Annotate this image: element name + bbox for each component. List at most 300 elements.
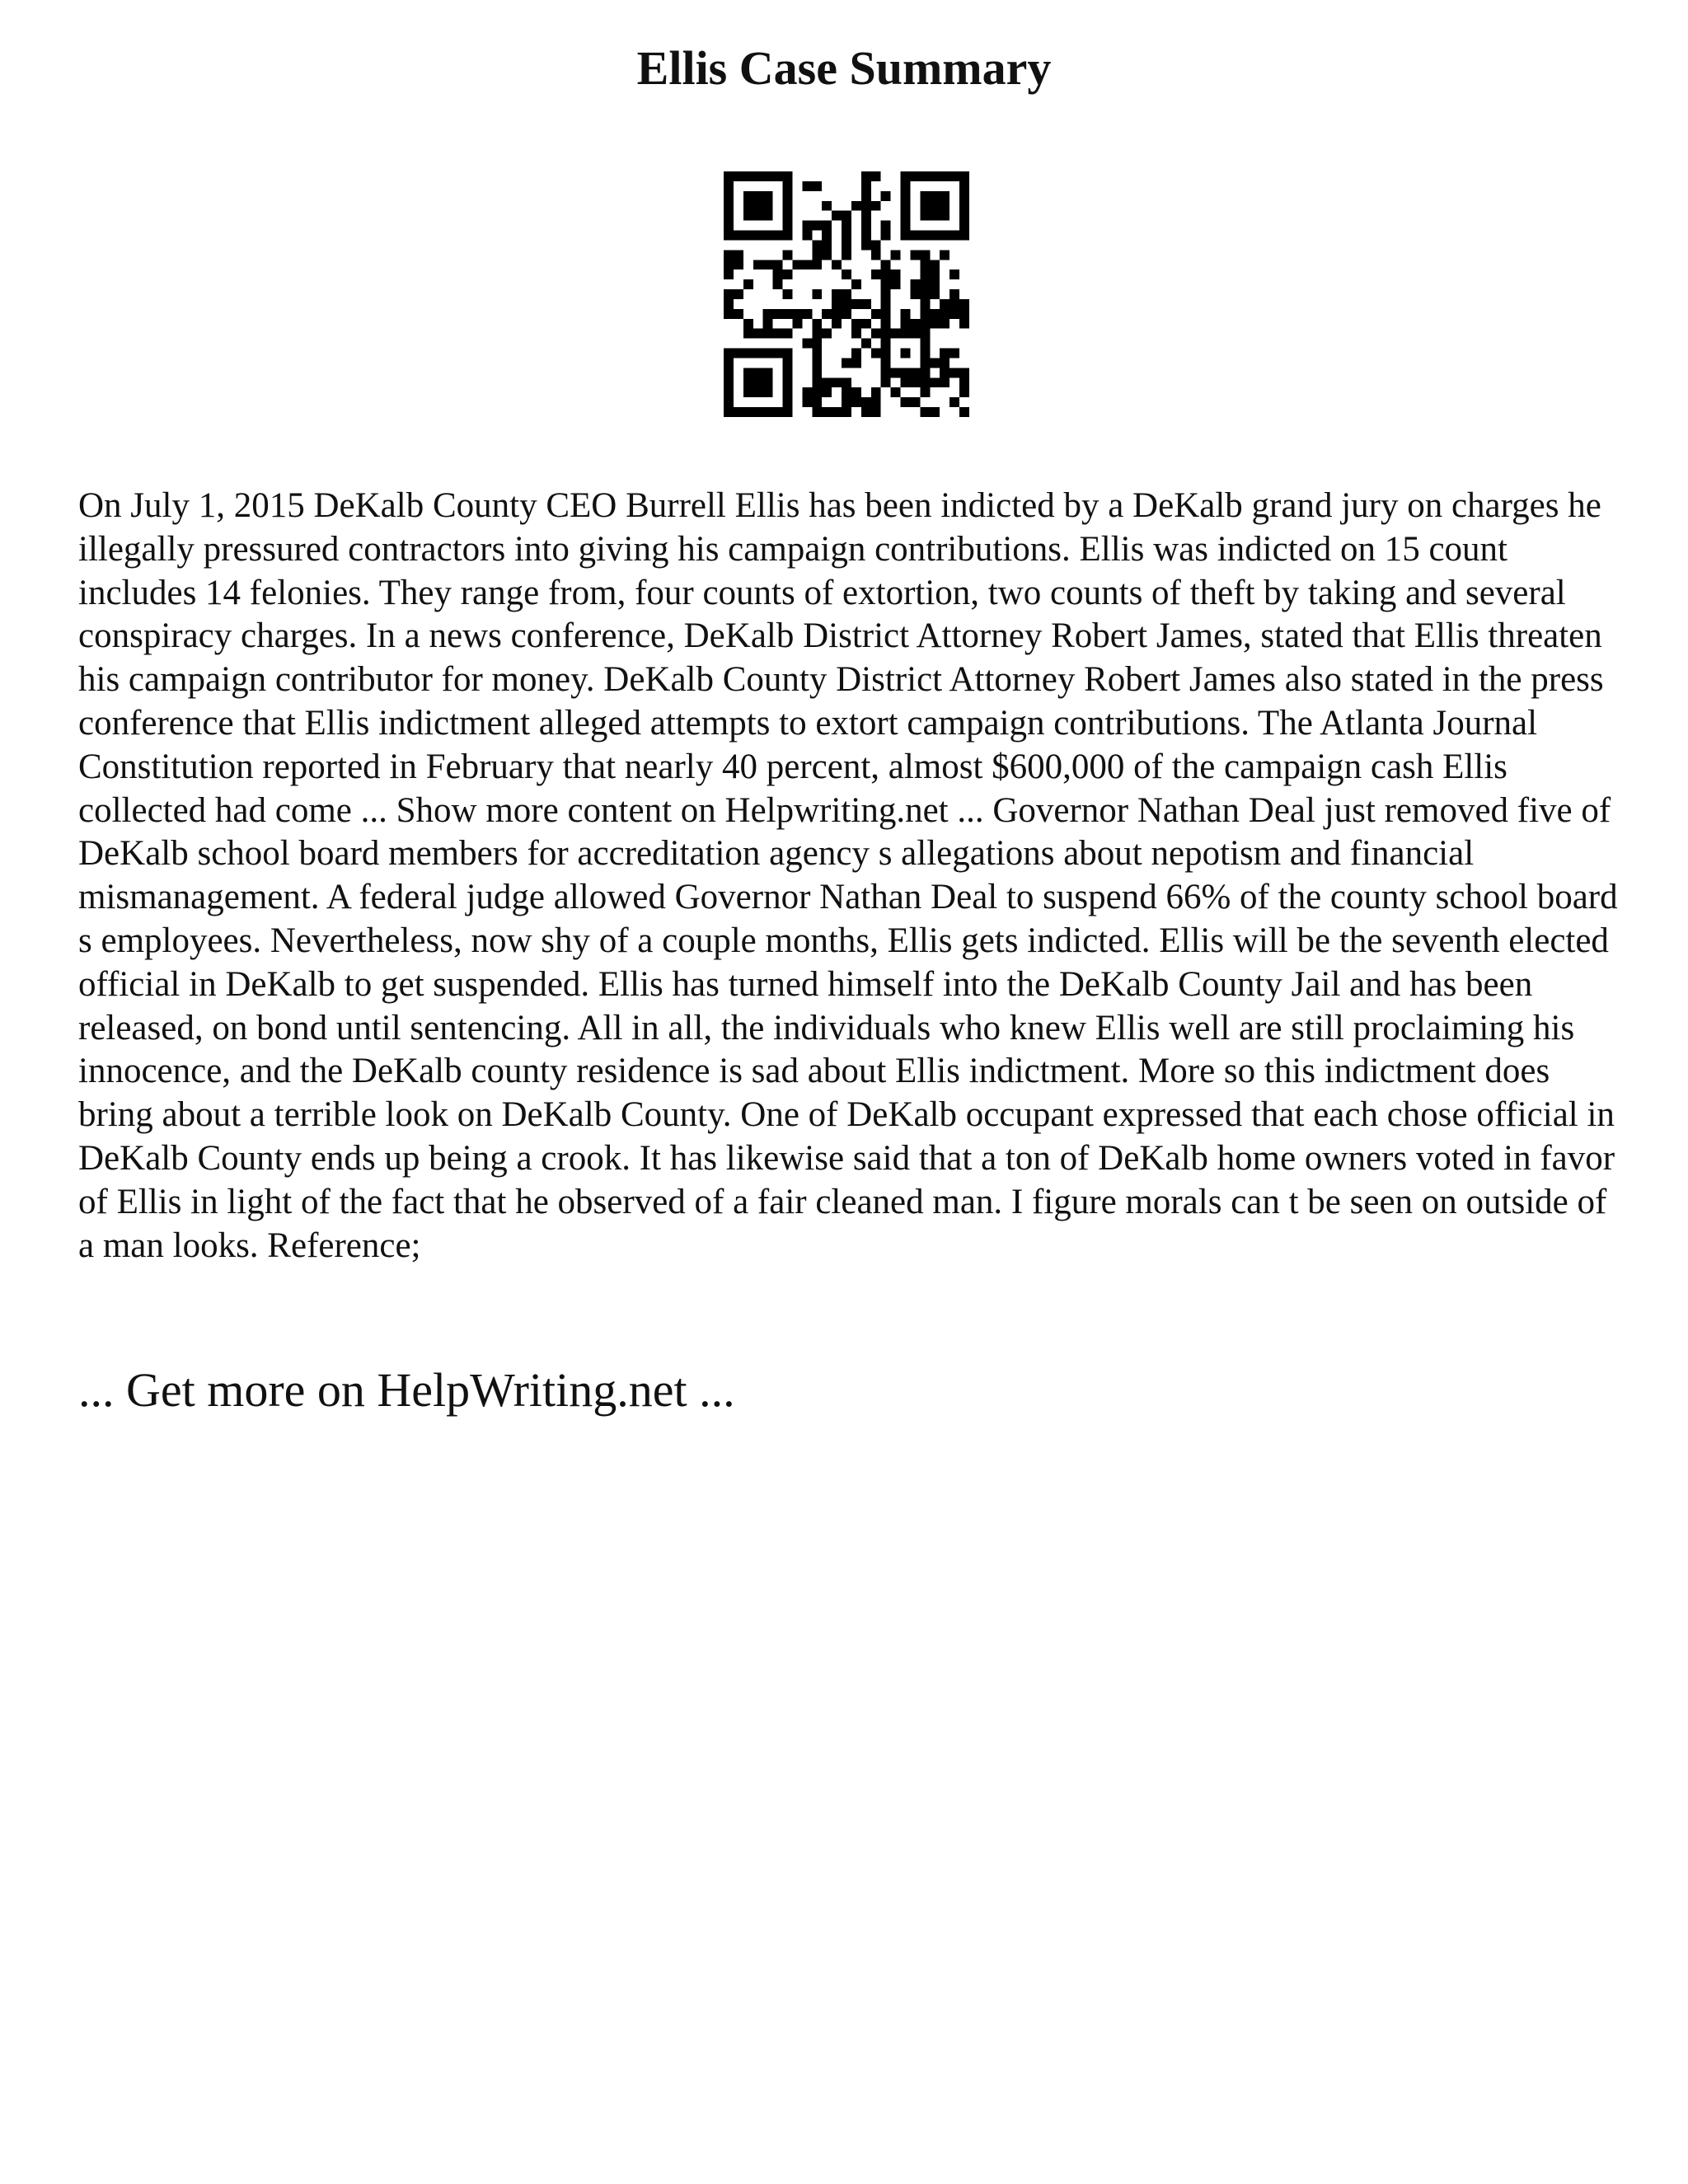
- qr-module: [724, 269, 734, 279]
- qr-module: [822, 221, 832, 231]
- qr-module: [773, 279, 783, 289]
- qr-module: [901, 181, 911, 191]
- qr-module: [724, 407, 734, 417]
- qr-module: [773, 260, 783, 269]
- qr-module: [743, 387, 753, 397]
- qr-module: [871, 349, 881, 359]
- qr-module: [920, 349, 930, 359]
- qr-module: [901, 349, 911, 359]
- qr-module: [812, 368, 822, 377]
- qr-module: [802, 231, 812, 241]
- qr-module: [851, 387, 861, 397]
- qr-module: [832, 309, 842, 319]
- qr-module: [881, 191, 891, 201]
- qr-module: [930, 377, 940, 387]
- qr-module: [901, 309, 911, 319]
- qr-module: [881, 231, 891, 241]
- qr-module: [763, 191, 773, 201]
- qr-module: [930, 289, 940, 299]
- qr-module: [881, 339, 891, 349]
- qr-module: [763, 407, 773, 417]
- qr-module: [773, 269, 783, 279]
- qr-module: [959, 221, 969, 231]
- qr-module: [891, 279, 901, 289]
- qr-module: [763, 201, 773, 211]
- qr-module: [950, 299, 959, 309]
- qr-module: [832, 407, 842, 417]
- qr-module: [743, 231, 753, 241]
- qr-module: [930, 319, 940, 329]
- qr-module: [812, 358, 822, 368]
- qr-module: [832, 377, 842, 387]
- qr-module: [812, 240, 822, 250]
- qr-module: [920, 387, 930, 397]
- qr-module: [783, 171, 793, 181]
- qr-module: [881, 329, 891, 339]
- qr-module: [802, 260, 812, 269]
- qr-module: [910, 279, 920, 289]
- qr-module: [753, 377, 763, 387]
- qr-module: [812, 260, 822, 269]
- qr-module: [901, 211, 911, 221]
- qr-module: [881, 368, 891, 377]
- qr-module: [783, 269, 793, 279]
- qr-module: [783, 211, 793, 221]
- qr-module: [842, 231, 851, 241]
- qr-module: [822, 387, 832, 397]
- qr-module: [901, 201, 911, 211]
- qr-module: [851, 358, 861, 368]
- qr-module: [920, 260, 930, 269]
- qr-module: [724, 201, 734, 211]
- qr-module: [901, 329, 911, 339]
- qr-module: [743, 211, 753, 221]
- qr-module: [792, 260, 802, 269]
- qr-module: [901, 191, 911, 201]
- qr-module: [822, 377, 832, 387]
- qr-module: [802, 339, 812, 349]
- qr-module: [743, 349, 753, 359]
- qr-module: [861, 191, 871, 201]
- qr-module: [940, 231, 950, 241]
- qr-module: [910, 319, 920, 329]
- qr-module: [734, 171, 743, 181]
- qr-module: [783, 289, 793, 299]
- qr-module: [724, 377, 734, 387]
- qr-module: [773, 231, 783, 241]
- qr-module: [950, 231, 959, 241]
- qr-module: [783, 358, 793, 368]
- qr-module: [881, 349, 891, 359]
- qr-module: [920, 358, 930, 368]
- qr-module: [920, 299, 930, 309]
- qr-module: [724, 171, 734, 181]
- qr-module: [763, 377, 773, 387]
- qr-module: [930, 191, 940, 201]
- qr-module: [842, 240, 851, 250]
- qr-module: [891, 329, 901, 339]
- qr-module: [773, 171, 783, 181]
- qr-module: [763, 260, 773, 269]
- qr-module: [763, 349, 773, 359]
- qr-module: [812, 387, 822, 397]
- qr-module: [950, 269, 959, 279]
- qr-module: [763, 211, 773, 221]
- qr-module: [901, 171, 911, 181]
- qr-module: [920, 407, 930, 417]
- qr-module: [950, 289, 959, 299]
- qr-module: [920, 201, 930, 211]
- qr-module: [724, 289, 734, 299]
- qr-module: [959, 211, 969, 221]
- qr-module: [861, 397, 871, 407]
- summary-paragraph: On July 1, 2015 DeKalb County CEO Burrell Ellis has been indicted by a DeKalb grand jury on charges he illegally pressured contractors into giving his campaign contributions. Ellis was indicted on 15 count includes 14 felonies. They range from, four counts of extortion, two counts of theft by taking and several conspiracy charges. In a news conference, DeKalb District Attorney Robert James, stated that Ellis threaten his campaign contributor for money. DeKalb County District Attorney Robert James also stated in the press conference that Ellis indictment alleged attempts to extort campaign contributions. The Atlanta Journal Constitution reported in February that nearly 40 percent, almost $600,000 of the campaign cash Ellis collected had come ... Show more content on Helpwriting.net ... Governor Nathan Deal just removed five of DeKalb school board members for accreditation agency s allegations about nepotism and financial mismanagement. A federal judge allowed Governor Nathan Deal to suspend 66% of the county school board s employees. Nevertheless, now shy of a couple months, Ellis gets indicted. Ellis will be the seventh elected official in DeKalb to get suspended. Ellis has turned himself into the DeKalb County Jail and has been released, on bond until sentencing. All in all, the individuals who knew Ellis well are still proclaiming his innocence, and the DeKalb county residence is sad about Ellis indictment. More so this indictment does bring about a terrible look on DeKalb County. One of DeKalb occupant expressed that each chose official in DeKalb County ends up being a crook. It has likewise said that a ton of DeKalb home owners voted in favor of Ellis in light of the fact that he observed of a fair cleaned man. I figure morals can t be seen on outside of a man looks. Reference;: [78, 486, 1618, 1265]
- qr-module: [861, 339, 871, 349]
- qr-module: [832, 260, 842, 269]
- qr-module: [930, 358, 940, 368]
- qr-module: [832, 289, 842, 299]
- qr-module: [763, 329, 773, 339]
- qr-module: [812, 289, 822, 299]
- qr-module: [950, 309, 959, 319]
- qr-code-image: [724, 171, 969, 417]
- qr-module: [881, 269, 891, 279]
- qr-module: [959, 407, 969, 417]
- qr-module: [950, 368, 959, 377]
- qr-module: [832, 299, 842, 309]
- qr-module: [930, 269, 940, 279]
- qr-module: [783, 250, 793, 260]
- qr-module: [940, 319, 950, 329]
- qr-module: [842, 250, 851, 260]
- qr-module: [851, 279, 861, 289]
- qr-module: [881, 358, 891, 368]
- qr-module: [910, 368, 920, 377]
- qr-module: [861, 211, 871, 221]
- qr-module: [861, 181, 871, 191]
- qr-module: [861, 407, 871, 417]
- qr-module: [920, 250, 930, 260]
- qr-module: [842, 211, 851, 221]
- qr-module: [881, 377, 891, 387]
- qr-module: [930, 211, 940, 221]
- qr-module: [802, 181, 812, 191]
- qr-module: [822, 240, 832, 250]
- qr-module: [940, 358, 950, 368]
- qr-module: [910, 250, 920, 260]
- qr-module: [881, 279, 891, 289]
- qr-module: [783, 368, 793, 377]
- qr-module: [959, 377, 969, 387]
- qr-module: [910, 377, 920, 387]
- qr-module: [930, 309, 940, 319]
- qr-module: [871, 407, 881, 417]
- qr-module: [763, 309, 773, 319]
- qr-module: [812, 319, 822, 329]
- qr-module: [959, 299, 969, 309]
- qr-module: [891, 269, 901, 279]
- qr-module: [724, 250, 734, 260]
- qr-module: [753, 191, 763, 201]
- qr-module: [851, 201, 861, 211]
- qr-module: [822, 407, 832, 417]
- qr-module: [734, 250, 743, 260]
- qr-module: [940, 191, 950, 201]
- qr-module: [910, 231, 920, 241]
- qr-module: [851, 299, 861, 309]
- qr-module: [959, 231, 969, 241]
- qr-module: [871, 240, 881, 250]
- qr-module: [861, 221, 871, 231]
- qr-module: [940, 201, 950, 211]
- page-title: Ellis Case Summary: [636, 41, 1052, 95]
- qr-module: [783, 387, 793, 397]
- qr-module: [920, 191, 930, 201]
- qr-code-graphic: [724, 171, 969, 417]
- qr-module: [763, 171, 773, 181]
- qr-module: [724, 260, 734, 269]
- qr-module: [743, 319, 753, 329]
- qr-module: [753, 329, 763, 339]
- qr-module: [802, 309, 812, 319]
- qr-module: [920, 329, 930, 339]
- qr-module: [763, 387, 773, 397]
- qr-module: [743, 368, 753, 377]
- qr-module: [959, 309, 969, 319]
- qr-module: [871, 397, 881, 407]
- qr-module: [901, 221, 911, 231]
- qr-module: [940, 211, 950, 221]
- qr-module: [783, 221, 793, 231]
- qr-module: [783, 201, 793, 211]
- qr-module: [812, 221, 822, 231]
- qr-module: [743, 279, 753, 289]
- qr-module: [842, 407, 851, 417]
- qr-module: [792, 309, 802, 319]
- qr-module: [891, 368, 901, 377]
- qr-module: [842, 387, 851, 397]
- qr-module: [901, 397, 911, 407]
- qr-module: [920, 319, 930, 329]
- qr-module: [910, 171, 920, 181]
- qr-module: [901, 377, 911, 387]
- qr-module: [940, 250, 950, 260]
- qr-module: [959, 319, 969, 329]
- qr-module: [920, 368, 930, 377]
- qr-module: [734, 260, 743, 269]
- qr-module: [832, 319, 842, 329]
- qr-module: [950, 171, 959, 181]
- qr-module: [851, 329, 861, 339]
- qr-module: [959, 181, 969, 191]
- qr-module: [881, 299, 891, 309]
- qr-module: [763, 319, 773, 329]
- qr-module: [920, 289, 930, 299]
- qr-module: [773, 349, 783, 359]
- qr-module: [763, 368, 773, 377]
- qr-module: [763, 231, 773, 241]
- qr-module: [724, 221, 734, 231]
- qr-module: [861, 240, 871, 250]
- qr-module: [822, 231, 832, 241]
- qr-module: [753, 368, 763, 377]
- qr-module: [743, 329, 753, 339]
- qr-module: [871, 387, 881, 397]
- qr-module: [753, 211, 763, 221]
- qr-module: [881, 221, 891, 231]
- qr-module: [783, 191, 793, 201]
- qr-module: [842, 309, 851, 319]
- qr-module: [724, 358, 734, 368]
- qr-module: [812, 377, 822, 387]
- qr-module: [950, 397, 959, 407]
- qr-module: [920, 279, 930, 289]
- qr-module: [920, 339, 930, 349]
- qr-module: [861, 319, 871, 329]
- qr-module: [724, 231, 734, 241]
- qr-module: [842, 221, 851, 231]
- qr-module: [743, 171, 753, 181]
- qr-module: [734, 407, 743, 417]
- qr-module: [901, 368, 911, 377]
- qr-module: [881, 319, 891, 329]
- qr-module: [930, 201, 940, 211]
- qr-module: [930, 171, 940, 181]
- qr-module: [802, 397, 812, 407]
- qr-module: [724, 299, 734, 309]
- qr-module: [920, 269, 930, 279]
- qr-module: [734, 309, 743, 319]
- qr-module: [743, 377, 753, 387]
- qr-module: [743, 407, 753, 417]
- qr-module: [940, 171, 950, 181]
- qr-module: [910, 289, 920, 299]
- qr-module: [773, 329, 783, 339]
- qr-module: [724, 191, 734, 201]
- qr-module: [940, 299, 950, 309]
- qr-module: [891, 250, 901, 260]
- qr-module: [959, 191, 969, 201]
- qr-module: [783, 231, 793, 241]
- qr-module: [812, 329, 822, 339]
- qr-module: [753, 231, 763, 241]
- qr-module: [842, 289, 851, 299]
- qr-module: [842, 358, 851, 368]
- qr-module: [822, 329, 832, 339]
- qr-module: [812, 349, 822, 359]
- qr-module: [822, 250, 832, 260]
- qr-module: [724, 181, 734, 191]
- qr-module: [910, 329, 920, 339]
- qr-module: [871, 329, 881, 339]
- qr-module: [851, 319, 861, 329]
- qr-module: [734, 231, 743, 241]
- qr-module: [773, 407, 783, 417]
- qr-module: [871, 309, 881, 319]
- qr-module: [871, 201, 881, 211]
- qr-module: [734, 289, 743, 299]
- qr-module: [743, 201, 753, 211]
- qr-module: [812, 339, 822, 349]
- qr-module: [783, 181, 793, 191]
- qr-module: [891, 387, 901, 397]
- qr-module: [842, 299, 851, 309]
- qr-module: [724, 211, 734, 221]
- qr-module: [743, 191, 753, 201]
- qr-module: [802, 387, 812, 397]
- qr-module: [812, 250, 822, 260]
- qr-module: [773, 309, 783, 319]
- qr-module: [950, 349, 959, 359]
- qr-module: [920, 211, 930, 221]
- qr-module: [861, 231, 871, 241]
- qr-module: [812, 181, 822, 191]
- qr-module: [871, 171, 881, 181]
- qr-module: [940, 349, 950, 359]
- qr-module: [783, 377, 793, 387]
- qr-module: [842, 269, 851, 279]
- qr-module: [753, 171, 763, 181]
- qr-module: [861, 171, 871, 181]
- qr-module: [920, 377, 930, 387]
- qr-module: [724, 309, 734, 319]
- qr-module: [930, 407, 940, 417]
- qr-module: [871, 269, 881, 279]
- qr-module: [812, 397, 822, 407]
- qr-module: [920, 309, 930, 319]
- qr-module: [920, 231, 930, 241]
- qr-module: [792, 319, 802, 329]
- qr-module: [822, 201, 832, 211]
- qr-module: [724, 387, 734, 397]
- qr-module: [930, 279, 940, 289]
- qr-module: [724, 397, 734, 407]
- qr-module: [783, 309, 793, 319]
- qr-module: [910, 397, 920, 407]
- qr-module: [753, 260, 763, 269]
- qr-module: [842, 377, 851, 387]
- qr-module: [940, 368, 950, 377]
- qr-module: [812, 407, 822, 417]
- qr-module: [871, 250, 881, 260]
- qr-module: [753, 349, 763, 359]
- qr-module: [881, 309, 891, 319]
- qr-module: [930, 260, 940, 269]
- qr-module: [753, 407, 763, 417]
- qr-module: [930, 231, 940, 241]
- qr-module: [959, 171, 969, 181]
- qr-module: [724, 349, 734, 359]
- qr-module: [783, 407, 793, 417]
- qr-module: [842, 397, 851, 407]
- qr-module: [901, 319, 911, 329]
- get-more-link[interactable]: ... Get more on HelpWriting.net ...: [78, 1363, 735, 1417]
- qr-module: [783, 329, 793, 339]
- qr-module: [940, 377, 950, 387]
- qr-module: [959, 387, 969, 397]
- qr-module: [734, 349, 743, 359]
- qr-module: [832, 211, 842, 221]
- qr-module: [959, 368, 969, 377]
- qr-module: [851, 349, 861, 359]
- qr-module: [920, 171, 930, 181]
- qr-module: [724, 368, 734, 377]
- qr-module: [940, 309, 950, 319]
- qr-module: [901, 231, 911, 241]
- qr-module: [753, 201, 763, 211]
- qr-module: [851, 397, 861, 407]
- qr-module: [783, 349, 793, 359]
